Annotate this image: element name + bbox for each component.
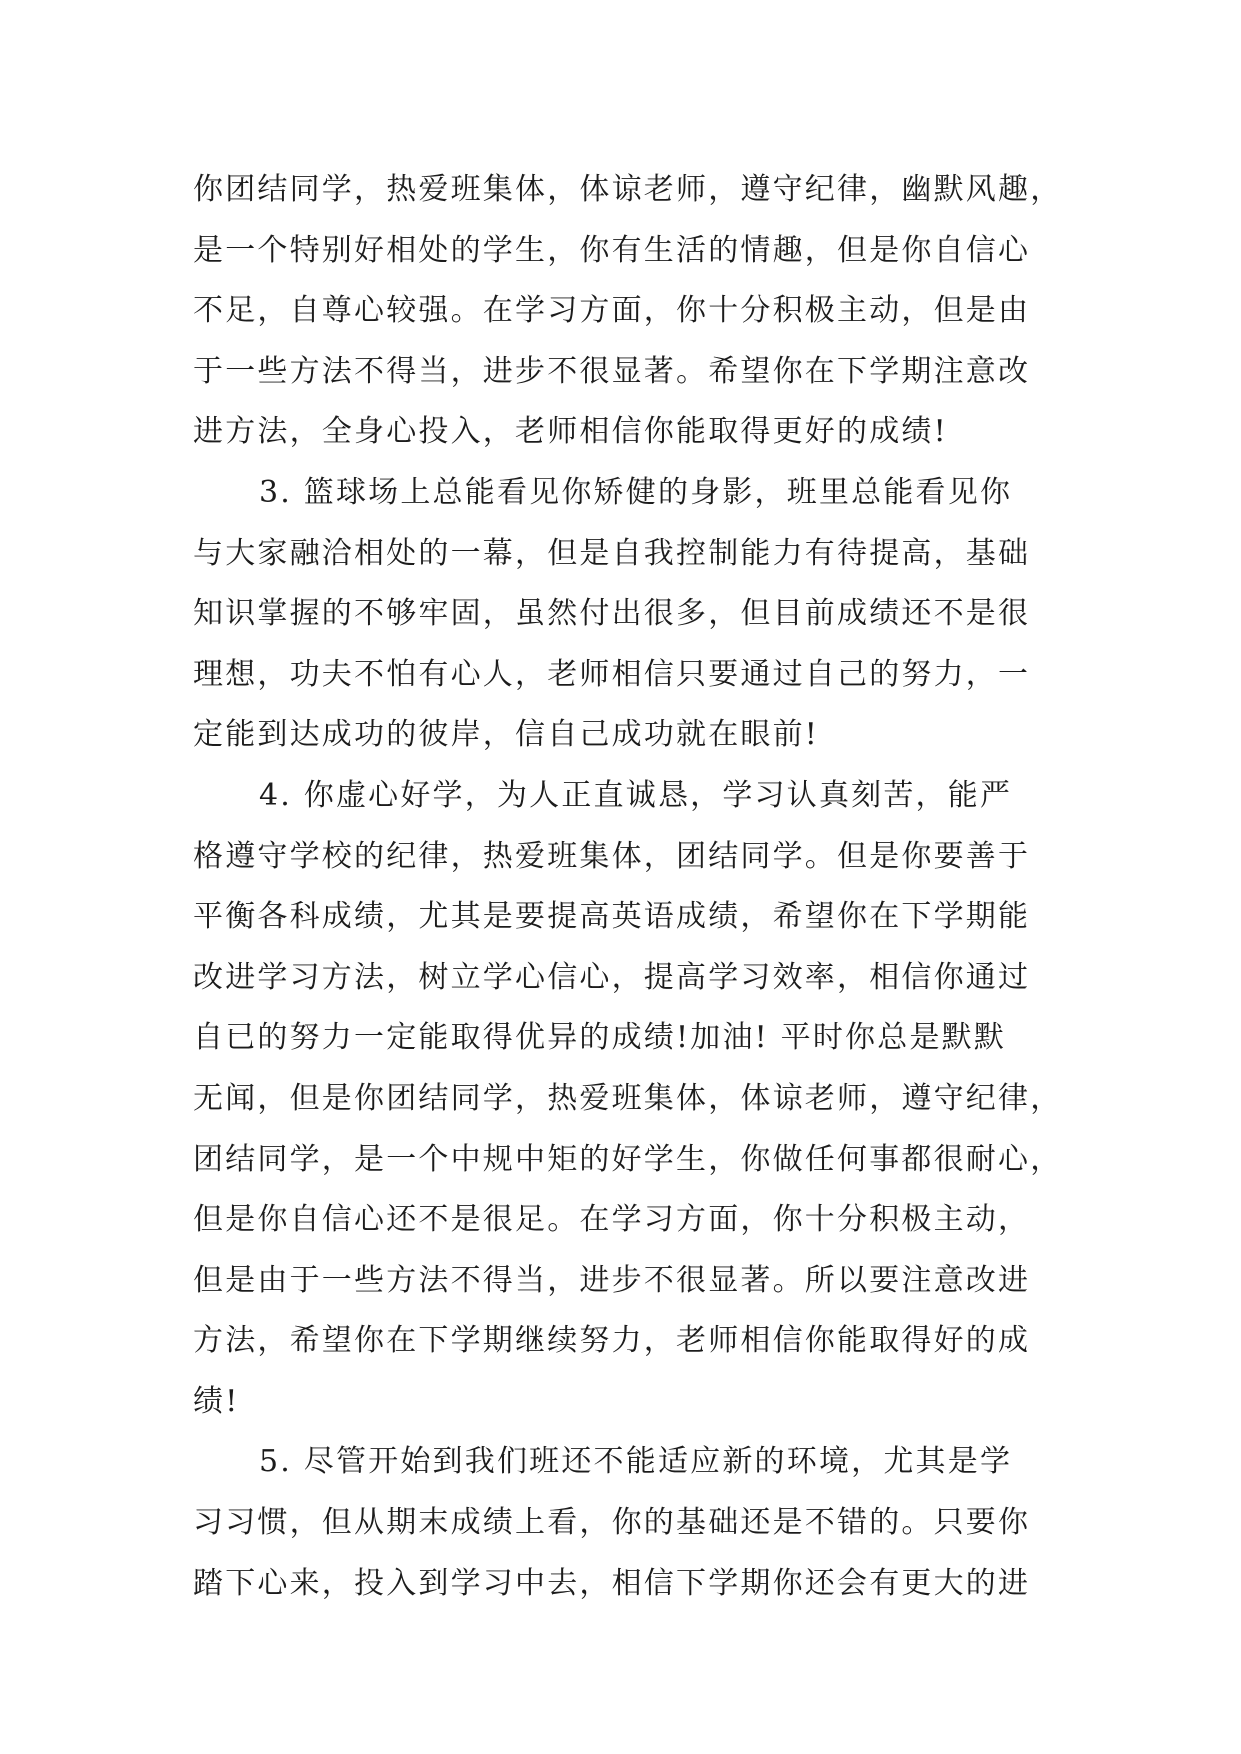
text-line: 你团结同学，热爱班集体，体谅老师，遵守纪律，幽默风趣， bbox=[193, 172, 1063, 207]
text-line: 无闻，但是你团结同学，热爱班集体，体谅老师，遵守纪律， bbox=[193, 1080, 1063, 1116]
paragraph-5 bbox=[193, 1432, 1053, 1614]
document-body bbox=[193, 160, 1063, 1614]
text-line: 方法，希望你在下学期继续努力，老师相信你能取得好的成 bbox=[193, 1323, 1031, 1359]
text-line: 进方法，全身心投入，老师相信你能取得更好的成绩! bbox=[193, 414, 948, 450]
text-line: 3. 篮球场上总能看见你矫健的身影，班里总能看见你 bbox=[259, 474, 1013, 510]
text-line: 自已的努力一定能取得优异的成绩!加油! 平时你总是默默 bbox=[193, 1020, 1007, 1056]
text-line: 团结同学，是一个中规中矩的好学生，你做任何事都很耐心， bbox=[193, 1141, 1063, 1177]
text-line: 习习惯，但从期末成绩上看，你的基础还是不错的。只要你 bbox=[193, 1505, 1031, 1541]
text-line: 5. 尽管开始到我们班还不能适应新的环境，尤其是学 bbox=[259, 1444, 1013, 1480]
text-line: 平衡各科成绩，尤其是要提高英语成绩，希望你在下学期能 bbox=[193, 899, 1031, 935]
text-line: 格遵守学校的纪律，热爱班集体，团结同学。但是你要善于 bbox=[193, 838, 1031, 874]
text-line: 但是由于一些方法不得当，进步不很显著。所以要注意改进 bbox=[193, 1262, 1031, 1298]
text-line: 4. 你虚心好学，为人正直诚恳，学习认真刻苦，能严 bbox=[259, 777, 1013, 813]
text-line: 不足，自尊心较强。在学习方面，你十分积极主动，但是由 bbox=[193, 293, 1031, 329]
text-line: 定能到达成功的彼岸，信自己成功就在眼前! bbox=[193, 717, 820, 753]
text-line: 但是你自信心还不是很足。在学习方面，你十分积极主动， bbox=[193, 1202, 1031, 1238]
text-line: 知识掌握的不够牢固，虽然付出很多，但目前成绩还不是很 bbox=[193, 596, 1031, 632]
text-line: 踏下心来，投入到学习中去，相信下学期你还会有更大的进 bbox=[193, 1565, 1031, 1601]
text-line: 理想，功夫不怕有心人，老师相信只要通过自己的努力，一 bbox=[193, 656, 1031, 692]
text-line: 与大家融洽相处的一幕，但是自我控制能力有待提高，基础 bbox=[193, 535, 1031, 571]
paragraph-4 bbox=[193, 766, 1063, 1433]
text-line: 改进学习方法，树立学心信心，提高学习效率，相信你通过 bbox=[193, 959, 1031, 995]
paragraph-3 bbox=[193, 463, 1053, 766]
text-line: 于一些方法不得当，进步不很显著。希望你在下学期注意改 bbox=[193, 353, 1031, 389]
text-line: 是一个特别好相处的学生，你有生活的情趣，但是你自信心 bbox=[193, 232, 1031, 268]
text-line: 绩! bbox=[193, 1383, 240, 1419]
paragraph-continuation bbox=[193, 160, 1063, 463]
